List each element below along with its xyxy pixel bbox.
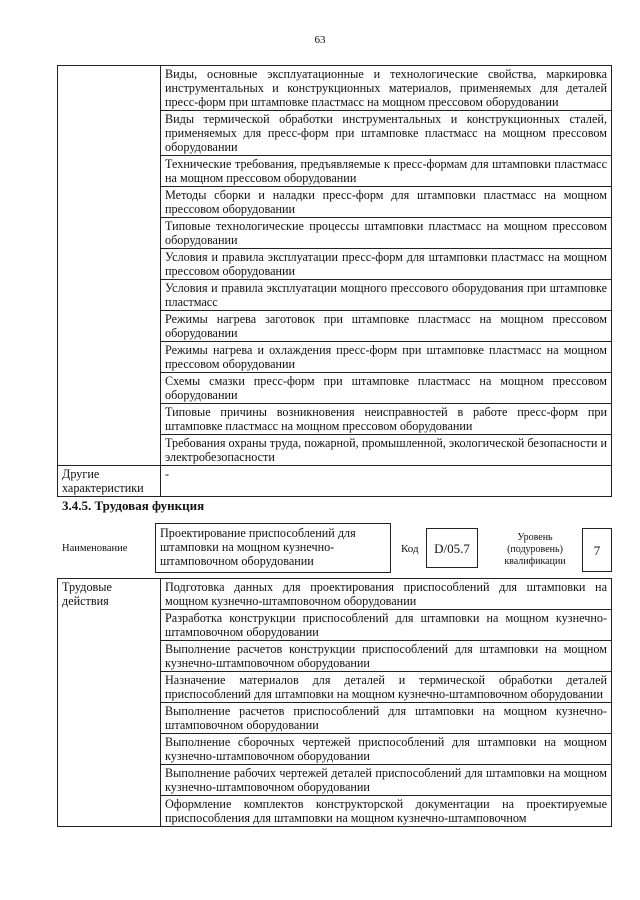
table-cell: Типовые причины возникновения неисправностей в работе пресс-форм при штамповке пластмасс на мощном прессовом оборудовании [161, 404, 612, 435]
table-cell: Виды, основные эксплуатационные и технологические свойства, маркировка инструментальных и конструкционных материалов, применяемых для деталей пресс-форм при штамповке пластмасс на мощном прессовом оборудовании [161, 66, 612, 111]
table-cell: Выполнение расчетов приспособлений для штамповки на мощном кузнечно-штамповочном оборудовании [161, 703, 612, 734]
table-cell: Разработка конструкции приспособлений для штамповки на мощном кузнечно-штамповочном оборудовании [161, 610, 612, 641]
table-cell: Выполнение расчетов конструкции приспособлений для штамповки на мощном кузнечно-штамповочном оборудовании [161, 641, 612, 672]
table-cell: Выполнение рабочих чертежей деталей приспособлений для штамповки на мощном кузнечно-штамповочном оборудовании [161, 765, 612, 796]
table-row [58, 66, 612, 111]
table-row [58, 466, 612, 497]
table-cell: Режимы нагрева заготовок при штамповке пластмасс на мощном прессовом оборудовании [161, 311, 612, 342]
row-label-empty [58, 66, 161, 466]
qualification-level-box: 7 [582, 528, 612, 572]
function-name-box: Проектирование приспособлений для штамповки на мощном кузнечно-штамповочном оборудовании [155, 523, 391, 573]
table-row [58, 579, 612, 610]
other-characteristics-label: Другие характеристики [58, 466, 161, 497]
qualification-level-label: Уровень (подуровень) квалификации [504, 532, 566, 567]
labor-actions-table [57, 578, 612, 827]
code-label: Код [401, 543, 419, 555]
table-cell: Технические требования, предъявляемые к пресс-формам для штамповки пластмасс на мощном прессовом оборудовании [161, 156, 612, 187]
knowledge-table [57, 65, 612, 497]
table-cell: Методы сборки и наладки пресс-форм для штамповки пластмасс на мощном прессовом оборудовании [161, 187, 612, 218]
name-label: Наименование [62, 543, 128, 554]
table-cell: Требования охраны труда, пожарной, промышленной, экологической безопасности и электробезопасности [161, 435, 612, 466]
table-cell: Оформление комплектов конструкторской документации на проектируемые приспособления для штамповки на мощном кузнечно-штамповочном [161, 796, 612, 827]
table-cell: Условия и правила эксплуатации пресс-форм для штамповки пластмасс на мощном прессовом оборудовании [161, 249, 612, 280]
other-characteristics-value: - [161, 466, 612, 497]
code-box: D/05.7 [426, 528, 478, 568]
table-cell: Режимы нагрева и охлаждения пресс-форм при штамповке пластмасс на мощном прессовом оборудовании [161, 342, 612, 373]
table-cell: Подготовка данных для проектирования приспособлений для штамповки на мощном кузнечно-штамповочном оборудовании [161, 579, 612, 610]
table-cell: Назначение материалов для деталей и термической обработки деталей приспособлений для штамповки на мощном кузнечно-штамповочном оборудовании [161, 672, 612, 703]
table-cell: Схемы смазки пресс-форм при штамповке пластмасс на мощном прессовом оборудовании [161, 373, 612, 404]
page-number: 63 [314, 34, 326, 46]
table-cell: Выполнение сборочных чертежей приспособлений для штамповки на мощном кузнечно-штамповочном оборудовании [161, 734, 612, 765]
table-cell: Условия и правила эксплуатации мощного прессового оборудования при штамповке пластмасс [161, 280, 612, 311]
section-title: 3.4.5. Трудовая функция [62, 498, 205, 513]
table-cell: Виды термической обработки инструментальных и конструкционных сталей, применяемых для пресс-форм при штамповке пластмасс на мощном прессовом оборудовании [161, 111, 612, 156]
table-cell: Типовые технологические процессы штамповки пластмасс на мощном прессовом оборудовании [161, 218, 612, 249]
labor-actions-label: Трудовые действия [58, 579, 161, 827]
